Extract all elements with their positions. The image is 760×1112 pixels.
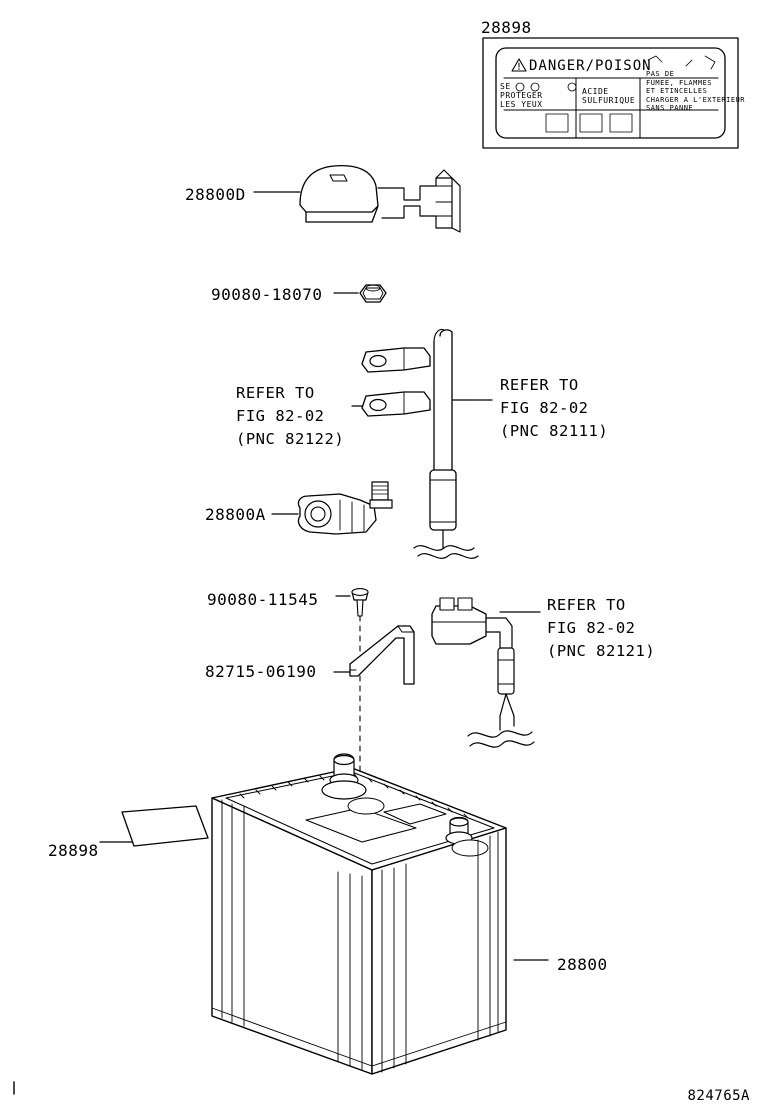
warning-left-line-3: LES YEUX xyxy=(500,100,543,109)
warning-mid-line-1: ACIDE xyxy=(582,87,609,96)
warning-right-line-3: ET ETINCELLES xyxy=(646,87,708,95)
warning-right-line-1: PAS DE xyxy=(646,70,675,78)
nut-art xyxy=(334,285,386,302)
refer-line-3: (PNC 82111) xyxy=(500,422,609,440)
refer-block-pnc-82111 xyxy=(500,374,608,443)
refer-line-3: (PNC 82121) xyxy=(547,642,656,660)
refer-block-pnc-82121 xyxy=(547,594,655,663)
warning-left-block xyxy=(500,82,543,109)
diagram-code: 824765A xyxy=(687,1088,750,1104)
warning-mid-line-2: SULFURIQUE xyxy=(582,96,636,105)
warning-left-line-1: SE xyxy=(500,82,511,91)
label-90080-11545: 90080-11545 xyxy=(207,590,319,609)
battery-terminal-art xyxy=(272,482,392,534)
label-28898-bottom: 28898 xyxy=(48,841,99,860)
refer-line-2: FIG 82-02 xyxy=(236,407,325,425)
label-90080-18070: 90080-18070 xyxy=(211,285,323,304)
refer-line-2: FIG 82-02 xyxy=(547,619,636,637)
terminal-cover-art xyxy=(254,166,460,232)
warning-right-line-5: SANS PANNE xyxy=(646,104,694,112)
refer-line-2: FIG 82-02 xyxy=(500,399,589,417)
refer-line-1: REFER TO xyxy=(236,384,315,402)
label-28800a: 28800A xyxy=(205,505,266,524)
warning-right-line-2: FUMEE, FLAMMES xyxy=(646,78,713,87)
hold-down-clamp-art xyxy=(334,626,414,684)
battery-sticker-art xyxy=(100,806,208,846)
warning-left-line-2: PROTEGER xyxy=(500,91,543,100)
warning-right-block xyxy=(646,70,745,113)
refer-line-1: REFER TO xyxy=(547,596,626,614)
label-28800d: 28800D xyxy=(185,185,246,204)
refer-line-1: REFER TO xyxy=(500,376,579,394)
label-28800: 28800 xyxy=(557,955,608,974)
warning-mid-block xyxy=(582,87,635,105)
label-82715-06190: 82715-06190 xyxy=(205,662,317,681)
warning-right-line-4: CHARGER A L'EXTERIEUR xyxy=(646,95,746,104)
refer-block-pnc-82122 xyxy=(236,382,344,451)
battery-art xyxy=(212,754,548,1074)
refer-line-3: (PNC 82122) xyxy=(236,430,345,448)
negative-cable-art xyxy=(432,598,540,747)
label-28898-top: 28898 xyxy=(481,18,532,37)
warning-heading: DANGER/POISON xyxy=(529,58,652,74)
